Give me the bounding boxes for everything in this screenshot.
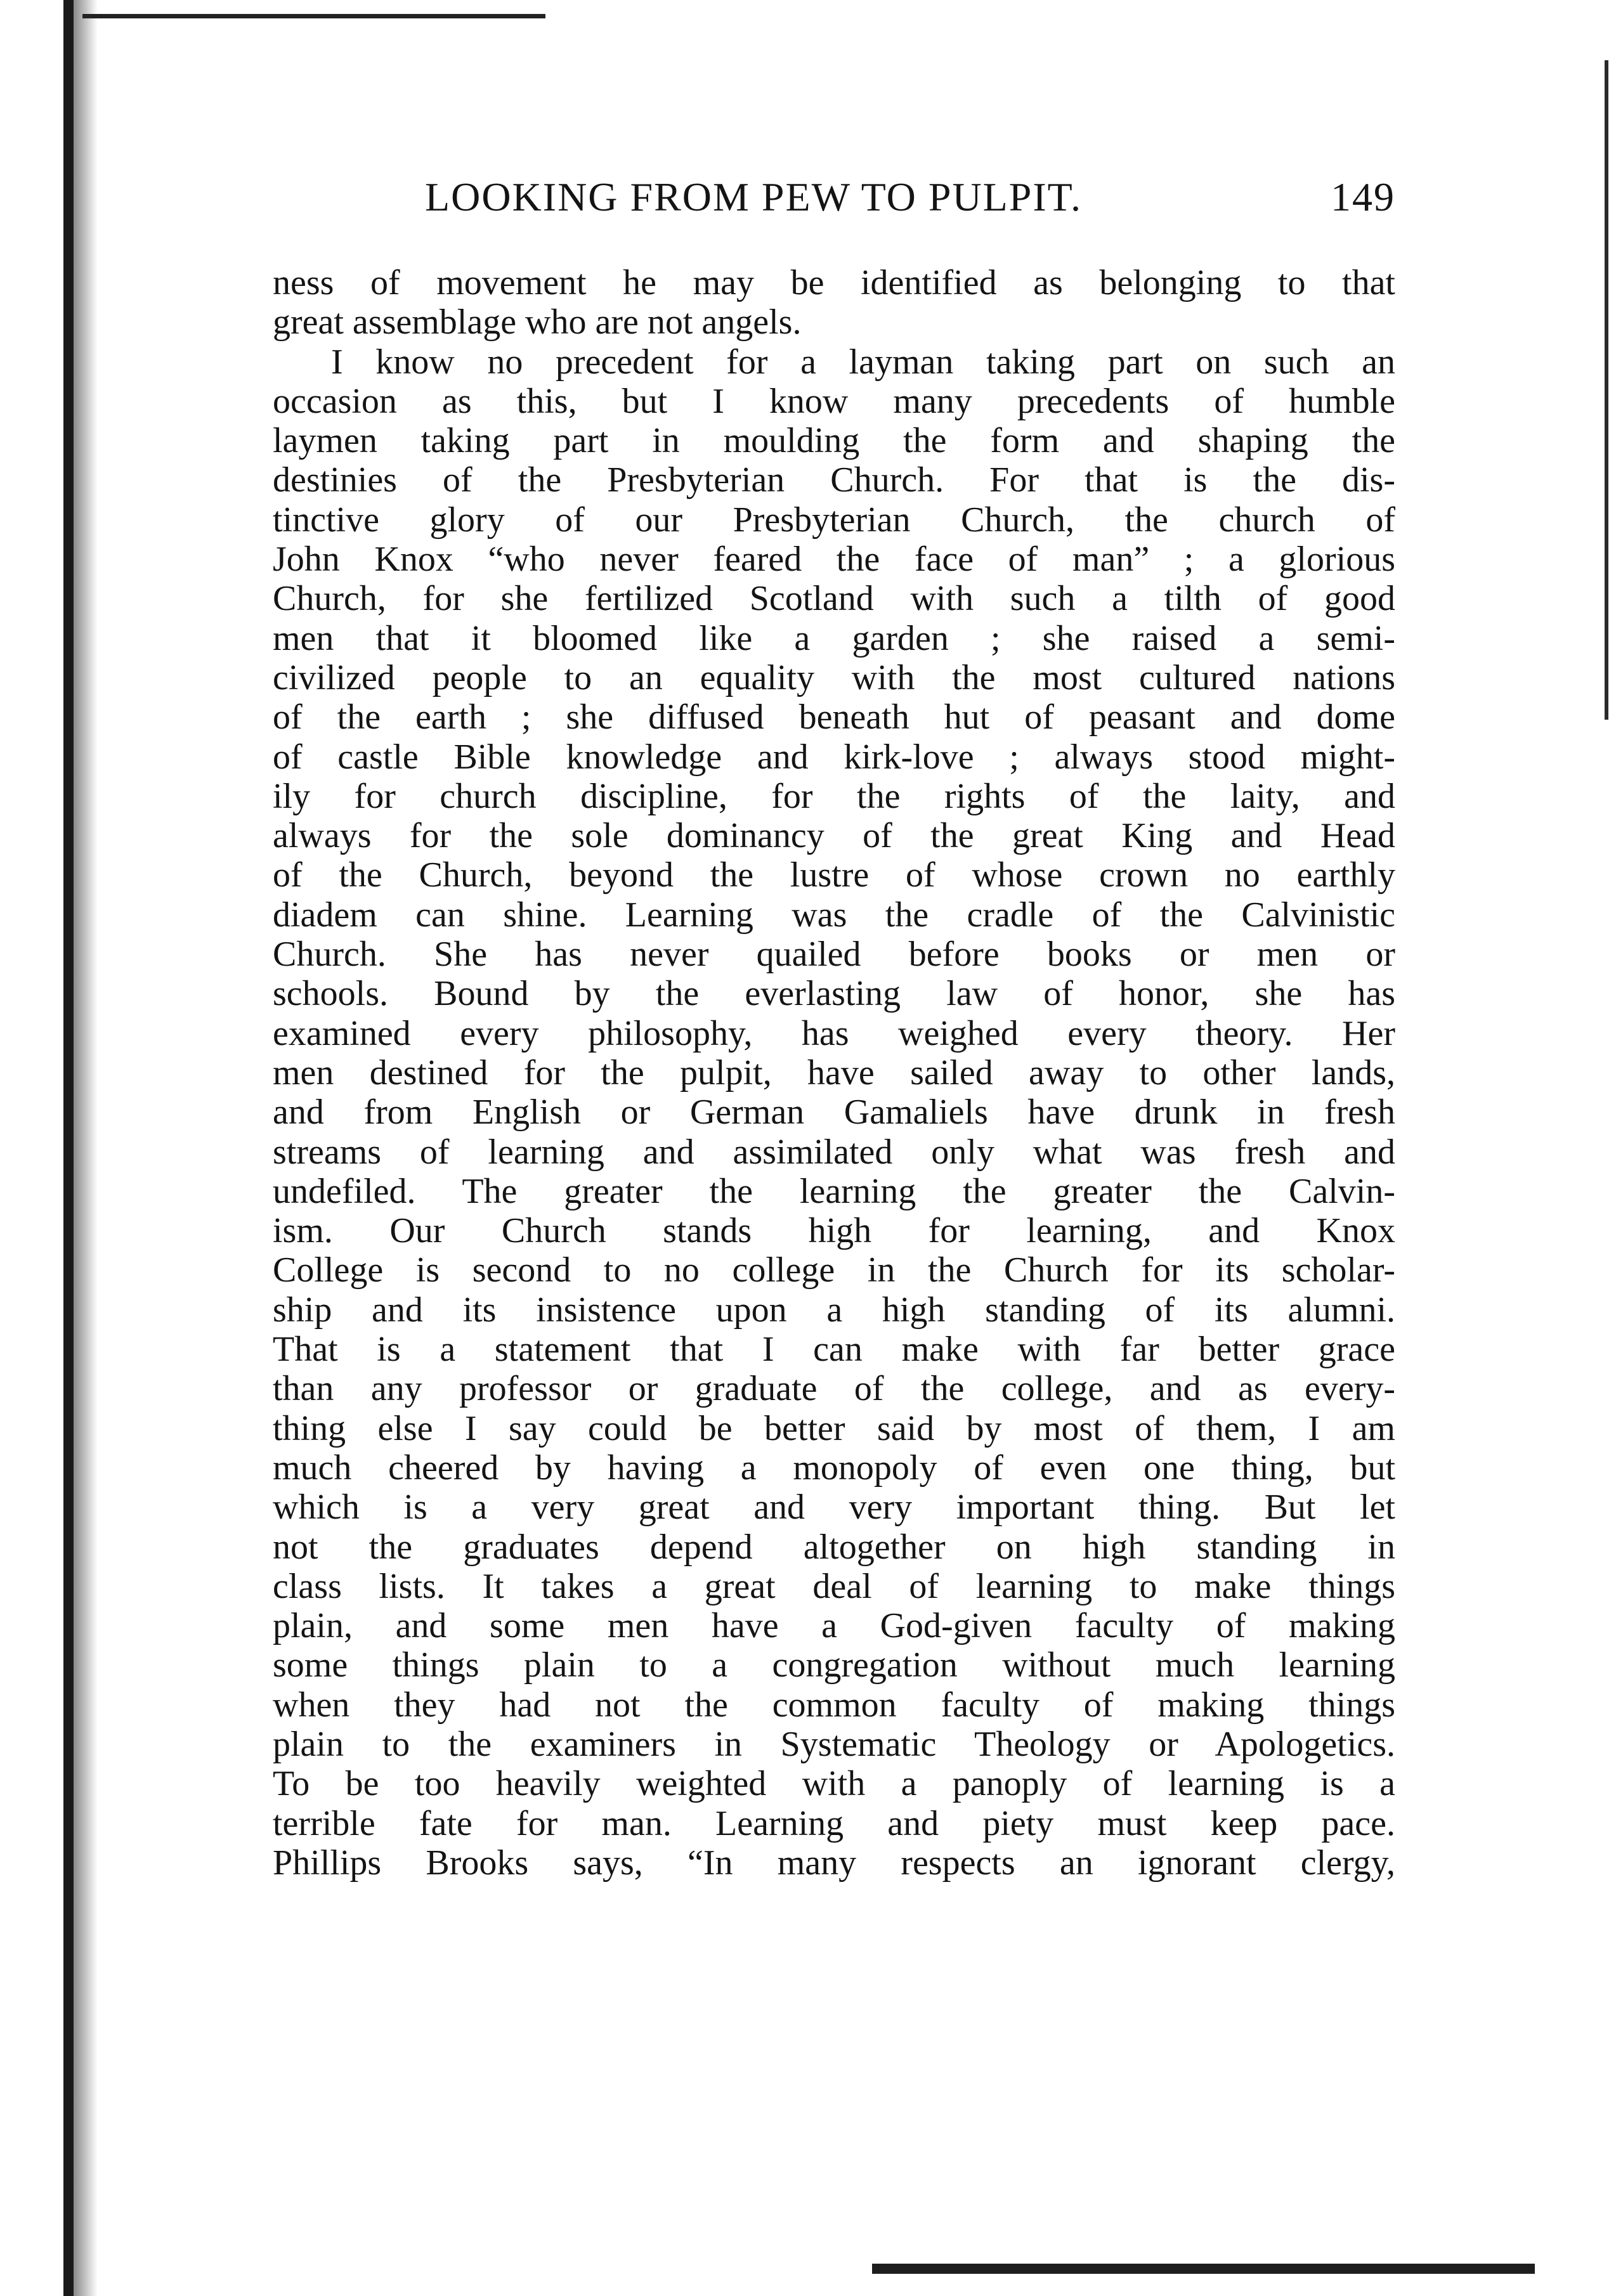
page-header: [273, 169, 1395, 226]
text-line: class lists. It takes a great deal of learning to make things: [273, 1566, 1395, 1606]
text-line: undefiled. The greater the learning the greater the Calvin-: [273, 1171, 1395, 1211]
text-line: streams of learning and assimilated only what was fresh and: [273, 1132, 1395, 1172]
text-line: ness of movement he may be identified as belonging to that: [273, 263, 1395, 302]
text-line: thing else I say could be better said by most of them, I am: [273, 1408, 1395, 1448]
text-line: than any professor or graduate of the college, and as every-: [273, 1369, 1395, 1409]
text-line: That is a statement that I can make with far better grace: [273, 1330, 1395, 1370]
text-line: plain, and some men have a God-given faculty of making: [273, 1606, 1395, 1646]
text-line: always for the sole dominancy of the great King and Head: [273, 816, 1395, 856]
text-line: tinctive glory of our Presbyterian Church, the church of: [273, 500, 1395, 540]
text-line: of castle Bible knowledge and kirk-love ; always stood might-: [273, 737, 1395, 777]
text-line: Church. She has never quailed before books or men or: [273, 935, 1395, 975]
text-line: Phillips Brooks says, “In many respects an ignorant clergy,: [273, 1843, 1395, 1883]
scan-bottom-rule: [872, 2264, 1535, 2274]
text-line: not the graduates depend altogether on high standing in: [273, 1527, 1395, 1567]
text-line: diadem can shine. Learning was the cradle of the Calvinistic: [273, 895, 1395, 935]
text-line: terrible fate for man. Learning and piety must keep pace.: [273, 1803, 1395, 1843]
text-line: Church, for she fertilized Scotland with such a tilth of good: [273, 579, 1395, 619]
text-line: of the Church, beyond the lustre of whose crown no earthly: [273, 855, 1395, 895]
running-head: LOOKING FROM PEW TO PULPIT.: [425, 174, 1082, 219]
text-line: ship and its insistence upon a high standing of its alumni.: [273, 1290, 1395, 1330]
text-line: some things plain to a congregation without much learning: [273, 1645, 1395, 1685]
scan-left-shadow: [74, 0, 98, 2296]
text-line: men destined for the pulpit, have sailed away to other lands,: [273, 1053, 1395, 1093]
text-line: examined every philosophy, has weighed every theory. Her: [273, 1013, 1395, 1053]
text-line: destinies of the Presbyterian Church. For that is the dis-: [273, 460, 1395, 500]
text-line: and from English or German Gamaliels have drunk in fresh: [273, 1093, 1395, 1132]
text-line: plain to the examiners in Systematic Theology or Apologetics.: [273, 1724, 1395, 1764]
scan-top-rule: [82, 14, 545, 18]
text-line: which is a very great and very important thing. But let: [273, 1488, 1395, 1527]
text-line: ily for church discipline, for the rights of the laity, and: [273, 776, 1395, 816]
text-line: when they had not the common faculty of making things: [273, 1685, 1395, 1725]
text-line: great assemblage who are not angels.: [273, 302, 802, 342]
page-number: 149: [1331, 174, 1395, 219]
text-line: men that it bloomed like a garden ; she raised a semi-: [273, 618, 1395, 658]
text-line: schools. Bound by the everlasting law of honor, she has: [273, 974, 1395, 1014]
text-line: College is second to no college in the Church for its scholar-: [273, 1250, 1395, 1290]
text-line: civilized people to an equality with the most cultured nations: [273, 658, 1395, 697]
text-line: To be too heavily weighted with a panoply of learning is a: [273, 1764, 1395, 1804]
scan-left-edge: [63, 0, 74, 2296]
text-line: laymen taking part in moulding the form and shaping the: [273, 421, 1395, 461]
text-line: John Knox “who never feared the face of man” ; a glorious: [273, 540, 1395, 580]
text-line: ism. Our Church stands high for learning, and Knox: [273, 1211, 1395, 1251]
scan-right-edge: [1605, 60, 1608, 720]
text-line: of the earth ; she diffused beneath hut of peasant and dome: [273, 697, 1395, 737]
text-line: much cheered by having a monopoly of even one thing, but: [273, 1448, 1395, 1488]
text-line: I know no precedent for a layman taking part on such an: [331, 342, 1395, 382]
body-text: [273, 263, 1395, 1883]
text-line: occasion as this, but I know many precedents of humble: [273, 381, 1395, 421]
